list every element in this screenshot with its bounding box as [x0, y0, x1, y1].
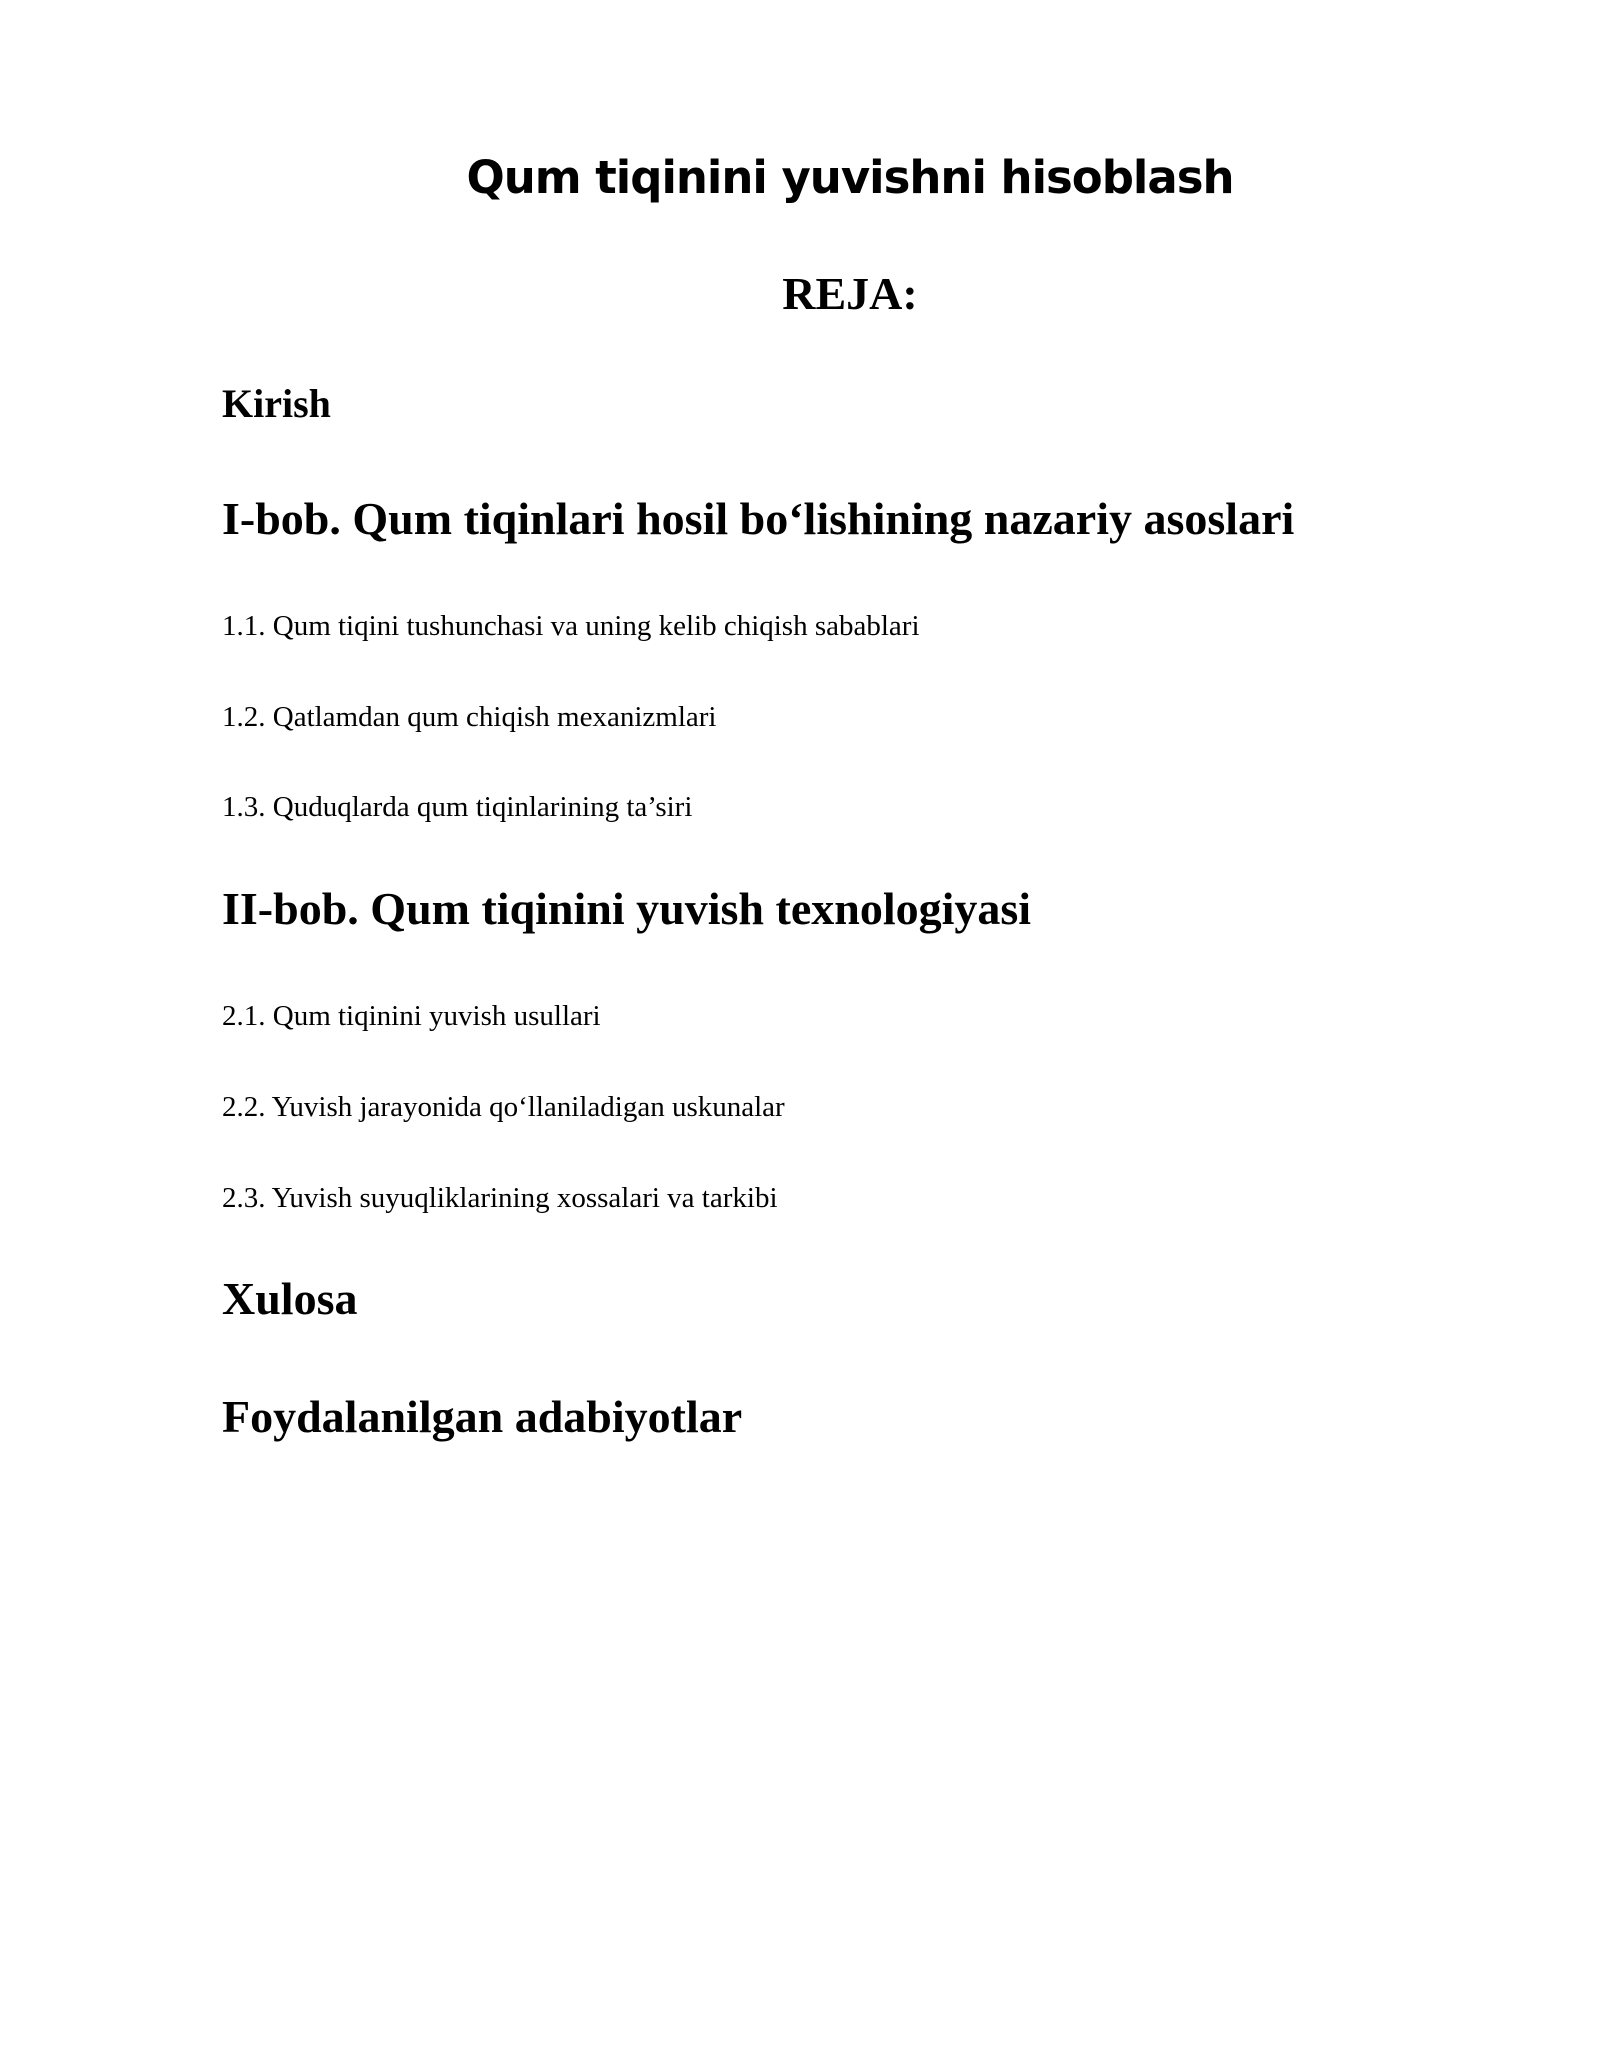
section-1-2: 1.2. Qatlamdan qum chiqish mexanizmlari	[222, 701, 717, 733]
section-1-3: 1.3. Quduqlarda qum tiqinlarining ta’siri	[222, 791, 693, 823]
chapter-1-title: I-bob. Qum tiqinlari hosil bo‘lishining nazariy asoslari	[222, 493, 1295, 544]
introduction-heading: Kirish	[222, 381, 331, 426]
section-2-3: 2.3. Yuvish suyuqliklarining xossalari va tarkibi	[222, 1182, 778, 1214]
chapter-2-title: II-bob. Qum tiqinini yuvish texnologiyasi	[222, 883, 1032, 934]
document-title: Qum tiqinini yuvishni hisoblash	[466, 151, 1234, 204]
section-2-1: 2.1. Qum tiqinini yuvish usullari	[222, 1000, 601, 1032]
plan-heading: REJA:	[782, 268, 918, 319]
section-1-1: 1.1. Qum tiqini tushunchasi va uning kelib chiqish sabablari	[222, 610, 920, 642]
section-2-2: 2.2. Yuvish jarayonida qo‘llaniladigan uskunalar	[222, 1091, 785, 1123]
references-heading: Foydalanilgan adabiyotlar	[222, 1391, 743, 1442]
conclusion-heading: Xulosa	[222, 1273, 358, 1324]
